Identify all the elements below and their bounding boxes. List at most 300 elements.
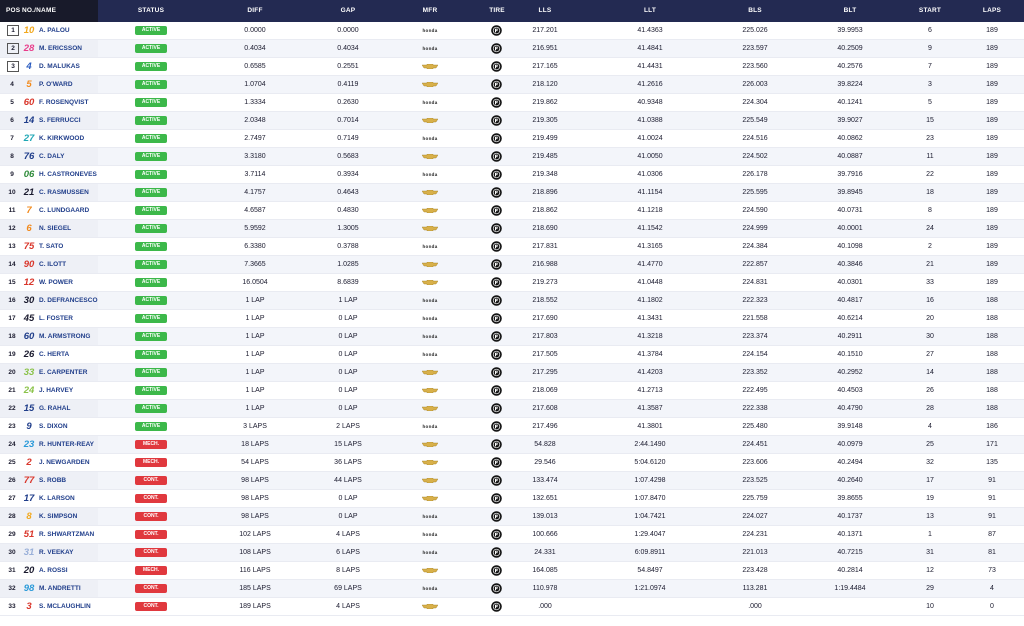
start-value: 9 (928, 45, 932, 52)
chevrolet-bowtie-icon (422, 568, 438, 573)
bls-value: 224.999 (742, 225, 768, 232)
driver-name-link[interactable]: C. HERTA (39, 351, 70, 358)
header-bls[interactable]: BLS (748, 7, 762, 14)
honda-logo: honda (422, 352, 438, 357)
chevrolet-bowtie-icon (422, 226, 438, 231)
blt-value: 39.8224 (837, 81, 863, 88)
table-row[interactable] (0, 328, 1024, 346)
diff-value: 3 LAPS (243, 423, 267, 430)
bls-value: 222.338 (742, 405, 768, 412)
gap-value: 0.3788 (337, 243, 359, 250)
lls-value: 217.608 (532, 405, 558, 412)
lls-value: 218.552 (532, 297, 558, 304)
table-row[interactable] (0, 562, 1024, 580)
blt-value: 39.7916 (837, 171, 863, 178)
status-badge: ACTIVE (135, 98, 167, 107)
driver-name-link[interactable]: G. RAHAL (39, 405, 71, 412)
gap-value: 2 LAPS (336, 423, 360, 430)
diff-value: 1.0704 (244, 81, 266, 88)
driver-name-link[interactable]: W. POWER (39, 279, 73, 286)
table-row[interactable] (0, 112, 1024, 130)
bls-value: 224.516 (742, 135, 768, 142)
table-row[interactable] (0, 598, 1024, 616)
status-badge: MECH. (135, 566, 167, 575)
start-value: 22 (926, 171, 934, 178)
car-number: 2 (26, 457, 32, 468)
blt-value: 40.7215 (837, 549, 863, 556)
driver-name-link[interactable]: T. SATO (39, 243, 64, 250)
tire-brand-icon (491, 565, 502, 576)
table-row[interactable] (0, 94, 1024, 112)
chevrolet-bowtie-icon (422, 190, 438, 195)
llt-value: 41.2713 (637, 387, 663, 394)
lls-value: 216.988 (532, 261, 558, 268)
table-row[interactable] (0, 364, 1024, 382)
gap-value: 0 LAP (338, 513, 358, 520)
laps-value: 188 (986, 405, 998, 412)
llt-value: 41.2616 (637, 81, 663, 88)
driver-name-link[interactable]: K. SIMPSON (39, 513, 78, 520)
start-value: 18 (926, 189, 934, 196)
car-number: 90 (23, 259, 35, 270)
car-number: 77 (23, 475, 35, 486)
laps-value: 73 (988, 567, 996, 574)
blt-value: 39.8655 (837, 495, 863, 502)
tire-brand-icon (491, 277, 502, 288)
car-number: 51 (23, 529, 35, 540)
start-value: 3 (928, 81, 932, 88)
header-llt[interactable]: LLT (643, 7, 657, 14)
llt-value: 41.1802 (637, 297, 663, 304)
position: 14 (8, 261, 16, 268)
status-badge: ACTIVE (135, 116, 167, 125)
blt-value: 40.4503 (837, 387, 863, 394)
tire-brand-icon (491, 349, 502, 360)
car-number: 30 (23, 295, 35, 306)
tire-brand-icon (491, 115, 502, 126)
status-badge: ACTIVE (135, 224, 167, 233)
lls-value: 218.690 (532, 225, 558, 232)
bls-value: 225.480 (742, 423, 768, 430)
lls-value: 132.651 (532, 495, 558, 502)
header-tire[interactable]: TIRE (489, 7, 505, 14)
driver-name-link[interactable]: K. LARSON (39, 495, 75, 502)
gap-value: 8 LAPS (336, 567, 360, 574)
diff-value: 98 LAPS (241, 477, 269, 484)
diff-value: 6.3380 (244, 243, 266, 250)
llt-value: 1:21.0974 (634, 585, 666, 592)
start-value: 20 (926, 315, 934, 322)
position: 7 (10, 135, 14, 142)
chevrolet-bowtie-icon (422, 154, 438, 159)
honda-logo: honda (422, 586, 438, 591)
car-number: 12 (23, 277, 35, 288)
header-mfr[interactable]: MFR (422, 7, 438, 14)
status-badge: ACTIVE (135, 350, 167, 359)
table-row[interactable] (0, 310, 1024, 328)
table-row[interactable] (0, 400, 1024, 418)
position: 27 (8, 495, 16, 502)
tire-brand-icon (491, 367, 502, 378)
llt-value: 41.0448 (637, 279, 663, 286)
position: 1 (7, 25, 19, 36)
car-number: 60 (23, 97, 35, 108)
llt-value: 41.1542 (637, 225, 663, 232)
blt-value: 40.2911 (837, 333, 863, 340)
tire-brand-icon (491, 79, 502, 90)
bls-value: 223.352 (742, 369, 768, 376)
driver-name-link[interactable]: C. LUNDGAARD (39, 207, 90, 214)
bls-value: .000 (748, 603, 762, 610)
status-badge: ACTIVE (135, 278, 167, 287)
gap-value: 0 LAP (338, 369, 358, 376)
table-row[interactable] (0, 220, 1024, 238)
gap-value: 15 LAPS (334, 441, 362, 448)
laps-value: 91 (988, 495, 996, 502)
lls-value: 217.295 (532, 369, 558, 376)
diff-value: 1 LAP (245, 369, 265, 376)
chevrolet-bowtie-icon (422, 118, 438, 123)
bls-value: 225.026 (742, 27, 768, 34)
laps-value: 189 (986, 207, 998, 214)
driver-name-link[interactable]: D. MALUKAS (39, 63, 80, 70)
car-number: 15 (23, 403, 35, 414)
car-number: 14 (23, 115, 35, 126)
lls-value: 100.666 (532, 531, 558, 538)
diff-value: 102 LAPS (239, 531, 271, 538)
car-number: 9 (26, 421, 32, 432)
diff-value: 3.7114 (244, 171, 266, 178)
table-row[interactable] (0, 166, 1024, 184)
bls-value: 113.281 (742, 585, 768, 592)
laps-value: 81 (988, 549, 996, 556)
start-value: 2 (928, 243, 932, 250)
blt-value: 40.1510 (837, 351, 863, 358)
lls-value: 219.348 (532, 171, 558, 178)
driver-name-link[interactable]: R. HUNTER-REAY (39, 441, 95, 448)
driver-name-link[interactable]: J. NEWGARDEN (39, 459, 90, 466)
table-row[interactable] (0, 472, 1024, 490)
driver-name-link[interactable]: L. FOSTER (39, 315, 73, 322)
driver-name-link[interactable]: S. FERRUCCI (39, 117, 81, 124)
driver-name-link[interactable]: J. HARVEY (39, 387, 74, 394)
car-number: 33 (23, 367, 35, 378)
table-row[interactable] (0, 580, 1024, 598)
laps-value: 188 (986, 333, 998, 340)
blt-value: 40.2814 (837, 567, 863, 574)
lls-value: .000 (538, 603, 552, 610)
status-badge: ACTIVE (135, 242, 167, 251)
position: 29 (8, 531, 16, 538)
bls-value: 223.428 (742, 567, 768, 574)
bls-value: 224.502 (742, 153, 768, 160)
car-number: 3 (26, 601, 32, 612)
driver-name-link[interactable]: C. ILOTT (39, 261, 67, 268)
gap-value: 0 LAP (338, 405, 358, 412)
table-row[interactable] (0, 40, 1024, 58)
table-row[interactable] (0, 184, 1024, 202)
header-status[interactable]: STATUS (137, 7, 165, 14)
header-diff[interactable]: DIFF (247, 7, 263, 14)
driver-name-link[interactable]: S. ROBB (39, 477, 67, 484)
car-number: 23 (23, 439, 35, 450)
status-badge: ACTIVE (135, 170, 167, 179)
table-row[interactable] (0, 238, 1024, 256)
table-row[interactable] (0, 76, 1024, 94)
header-gap[interactable]: GAP (340, 7, 356, 14)
tire-brand-icon (491, 61, 502, 72)
llt-value: 41.3165 (637, 243, 663, 250)
bls-value: 226.003 (742, 81, 768, 88)
status-badge: ACTIVE (135, 332, 167, 341)
gap-value: 0.7014 (337, 117, 359, 124)
honda-logo: honda (422, 424, 438, 429)
driver-name-link[interactable]: N. SIEGEL (39, 225, 72, 232)
laps-value: 188 (986, 387, 998, 394)
chevrolet-bowtie-icon (422, 478, 438, 483)
car-number: 7 (26, 205, 32, 216)
status-badge: MECH. (135, 458, 167, 467)
start-value: 31 (926, 549, 934, 556)
gap-value: 0.7149 (337, 135, 359, 142)
position: 10 (8, 189, 16, 196)
header-blt[interactable]: BLT (843, 7, 857, 14)
honda-logo: honda (422, 514, 438, 519)
diff-value: 98 LAPS (241, 513, 269, 520)
driver-name-link[interactable]: C. DALY (39, 153, 65, 160)
table-row[interactable] (0, 490, 1024, 508)
tire-brand-icon (491, 583, 502, 594)
bls-value: 222.323 (742, 297, 768, 304)
table-row[interactable] (0, 292, 1024, 310)
laps-value: 91 (988, 477, 996, 484)
chevrolet-bowtie-icon (422, 496, 438, 501)
table-row[interactable] (0, 526, 1024, 544)
bls-value: 223.606 (742, 459, 768, 466)
laps-value: 189 (986, 63, 998, 70)
table-row[interactable] (0, 274, 1024, 292)
driver-name-link[interactable]: M. ARMSTRONG (39, 333, 91, 340)
laps-value: 188 (986, 369, 998, 376)
diff-value: 4.1757 (244, 189, 266, 196)
laps-value: 4 (990, 585, 994, 592)
lls-value: 139.013 (532, 513, 558, 520)
start-value: 30 (926, 333, 934, 340)
bls-value: 223.597 (742, 45, 768, 52)
status-badge: ACTIVE (135, 422, 167, 431)
position: 28 (8, 513, 16, 520)
driver-name-link[interactable]: R. VEEKAY (39, 549, 74, 556)
start-value: 26 (926, 387, 934, 394)
lls-value: 218.896 (532, 189, 558, 196)
honda-logo: honda (422, 334, 438, 339)
bls-value: 223.374 (742, 333, 768, 340)
chevrolet-bowtie-icon (422, 82, 438, 87)
status-badge: CONT. (135, 530, 167, 539)
tire-brand-icon (491, 601, 502, 612)
laps-value: 186 (986, 423, 998, 430)
lls-value: 29.546 (534, 459, 556, 466)
lls-value: 219.273 (532, 279, 558, 286)
status-badge: ACTIVE (135, 80, 167, 89)
honda-logo: honda (422, 244, 438, 249)
llt-value: 1:29.4047 (634, 531, 666, 538)
chevrolet-bowtie-icon (422, 406, 438, 411)
lls-value: 218.862 (532, 207, 558, 214)
blt-value: 40.1737 (837, 513, 863, 520)
position: 4 (10, 81, 14, 88)
table-row[interactable] (0, 130, 1024, 148)
header-lls[interactable]: LLS (538, 7, 552, 14)
table-row[interactable] (0, 436, 1024, 454)
driver-name-link[interactable]: F. ROSENQVIST (39, 99, 89, 106)
car-number: 4 (26, 61, 32, 72)
table-row[interactable] (0, 418, 1024, 436)
lls-value: 217.165 (532, 63, 558, 70)
lls-value: 218.069 (532, 387, 558, 394)
position: 12 (8, 225, 16, 232)
laps-value: 189 (986, 189, 998, 196)
position: 22 (8, 405, 16, 412)
gap-value: 4 LAPS (336, 531, 360, 538)
driver-name-link[interactable]: S. DIXON (39, 423, 68, 430)
diff-value: 0.6585 (244, 63, 266, 70)
llt-value: 5:04.6120 (634, 459, 666, 466)
lls-value: 217.505 (532, 351, 558, 358)
status-badge: ACTIVE (135, 188, 167, 197)
table-row[interactable] (0, 202, 1024, 220)
start-value: 27 (926, 351, 934, 358)
start-value: 7 (928, 63, 932, 70)
status-badge: CONT. (135, 494, 167, 503)
car-number: 6 (26, 223, 32, 234)
laps-value: 135 (986, 459, 998, 466)
llt-value: 41.4770 (637, 261, 663, 268)
table-row[interactable] (0, 22, 1024, 40)
tire-brand-icon (491, 475, 502, 486)
start-value: 32 (926, 459, 934, 466)
status-badge: CONT. (135, 548, 167, 557)
bls-value: 222.495 (742, 387, 768, 394)
header-no-name[interactable]: NO./NAME (22, 7, 57, 14)
table-row[interactable] (0, 346, 1024, 364)
llt-value (630, 598, 670, 615)
driver-name-link[interactable]: E. CARPENTER (39, 369, 88, 376)
table-row[interactable] (0, 544, 1024, 562)
status-badge: ACTIVE (135, 152, 167, 161)
laps-value: 171 (986, 441, 998, 448)
diff-value: 18 LAPS (241, 441, 269, 448)
car-number: 10 (23, 25, 35, 36)
llt-value: 1:07.4298 (634, 477, 666, 484)
diff-value: 0.0000 (244, 27, 266, 34)
driver-name-link[interactable]: K. KIRKWOOD (39, 135, 85, 142)
start-value: 19 (926, 495, 934, 502)
car-number: 5 (26, 79, 32, 90)
llt-value: 54.8497 (637, 567, 663, 574)
table-row[interactable] (0, 58, 1024, 76)
driver-name-link[interactable]: A. PALOU (39, 27, 70, 34)
driver-name-link[interactable]: H. CASTRONEVES (39, 171, 97, 178)
blt-value: 40.0001 (837, 225, 863, 232)
llt-value: 1:04.7421 (634, 513, 666, 520)
chevrolet-bowtie-icon (422, 64, 438, 69)
table-row[interactable] (0, 382, 1024, 400)
chevrolet-bowtie-icon (422, 442, 438, 447)
blt-value: 40.0862 (837, 135, 863, 142)
status-badge: ACTIVE (135, 260, 167, 269)
tire-brand-icon (491, 133, 502, 144)
driver-name-link[interactable]: R. SHWARTZMAN (39, 531, 95, 538)
bls-value: 223.525 (742, 477, 768, 484)
honda-logo: honda (422, 136, 438, 141)
blt-value: 40.1098 (837, 243, 863, 250)
blt-value: 40.0731 (837, 207, 863, 214)
gap-value: 0 LAP (338, 315, 358, 322)
chevrolet-bowtie-icon (422, 370, 438, 375)
car-number: 27 (23, 133, 35, 144)
position: 8 (10, 153, 14, 160)
table-row[interactable] (0, 148, 1024, 166)
position: 15 (8, 279, 16, 286)
gap-value: 8.6839 (337, 279, 359, 286)
lls-value: 217.803 (532, 333, 558, 340)
header-laps[interactable]: LAPS (982, 7, 1002, 14)
table-row[interactable] (0, 256, 1024, 274)
bls-value: 224.027 (742, 513, 768, 520)
start-value: 5 (928, 99, 932, 106)
driver-name-link[interactable]: A. ROSSI (39, 567, 68, 574)
table-row[interactable] (0, 508, 1024, 526)
gap-value: 0.2551 (337, 63, 359, 70)
tire-brand-icon (491, 169, 502, 180)
driver-name-link[interactable]: M. ERICSSON (39, 45, 82, 52)
position: 24 (8, 441, 16, 448)
status-badge: ACTIVE (135, 134, 167, 143)
driver-name-link[interactable]: C. RASMUSSEN (39, 189, 89, 196)
laps-value: 189 (986, 117, 998, 124)
lls-value: 24.331 (534, 549, 556, 556)
blt-value: 40.2494 (837, 459, 863, 466)
position: 13 (8, 243, 16, 250)
laps-value: 189 (986, 171, 998, 178)
bls-value: 224.384 (742, 243, 768, 250)
start-value: 4 (928, 423, 932, 430)
gap-value: 44 LAPS (334, 477, 362, 484)
laps-value: 189 (986, 135, 998, 142)
bls-value: 224.154 (742, 351, 768, 358)
position: 5 (10, 99, 14, 106)
tire-brand-icon (491, 151, 502, 162)
blt-value: 40.0979 (837, 441, 863, 448)
header-start[interactable]: START (918, 7, 942, 14)
driver-name-link[interactable]: D. DEFRANCESCO (39, 297, 98, 304)
tire-brand-icon (491, 385, 502, 396)
start-value: 11 (926, 153, 934, 160)
start-value: 13 (926, 513, 934, 520)
tire-brand-icon (491, 457, 502, 468)
gap-value: 0.4119 (337, 81, 359, 88)
driver-name-link[interactable]: S. MCLAUGHLIN (39, 603, 91, 610)
header-pos[interactable]: POS (6, 7, 21, 14)
gap-value: 0.0000 (337, 27, 359, 34)
gap-value: 69 LAPS (334, 585, 362, 592)
table-row[interactable] (0, 454, 1024, 472)
tire-brand-icon (491, 403, 502, 414)
driver-name-link[interactable]: M. ANDRETTI (39, 585, 81, 592)
status-badge: ACTIVE (135, 44, 167, 53)
driver-name-link[interactable]: P. O'WARD (39, 81, 73, 88)
